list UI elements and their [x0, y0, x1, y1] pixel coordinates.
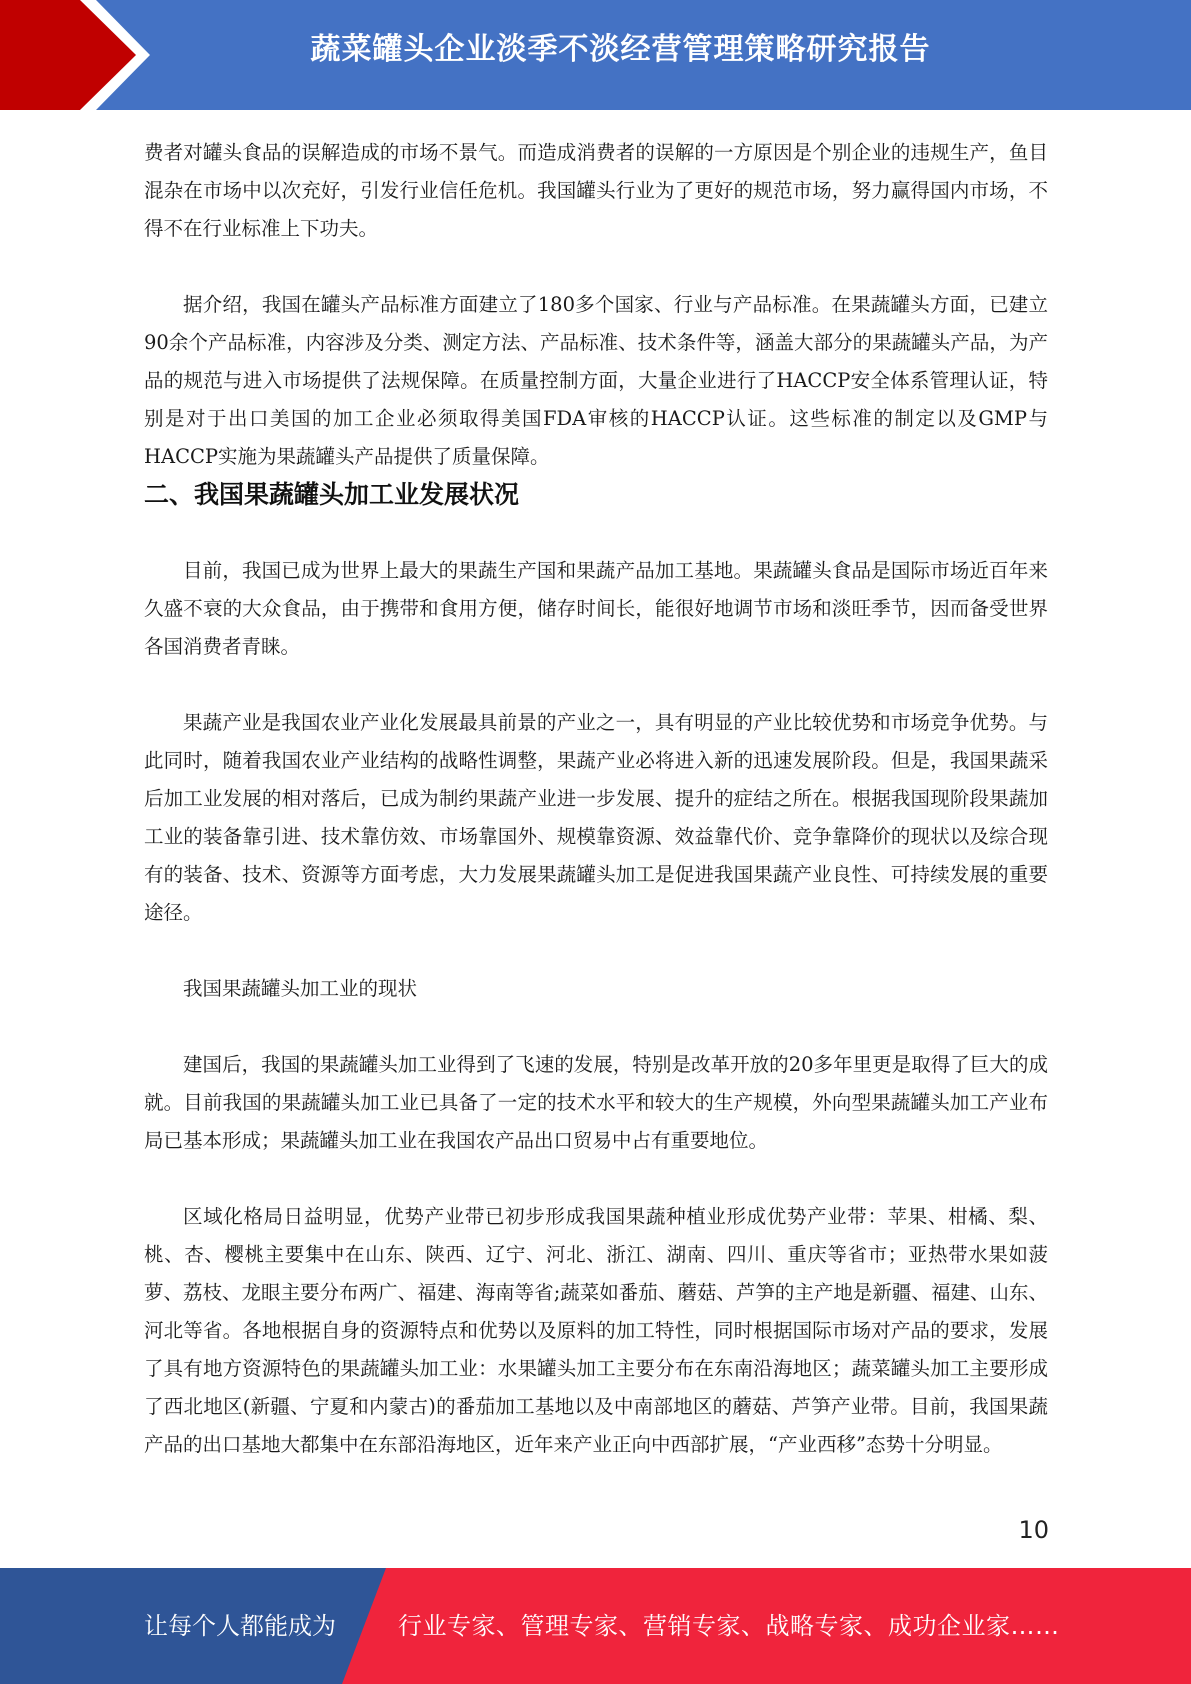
document-title: 蔬菜罐头企业淡季不淡经营管理策略研究报告 [310, 32, 931, 67]
paragraph: 目前，我国已成为世界上最大的果蔬生产国和果蔬产品加工基地。果蔬罐头食品是国际市场近百年来久盛不衰的大众食品，由于携带和食用方便，储存时间长，能很好地调节市场和淡旺季节，因而备受世界各国消费者青睐。 [144, 559, 1048, 658]
document-body [144, 134, 1048, 1464]
paragraph: 建国后，我国的果蔬罐头加工业得到了飞速的发展，特别是改革开放的20多年里更是取得了巨大的成就。目前我国的果蔬罐头加工业已具备了一定的技术水平和较大的生产规模，外向型果蔬罐头加工产业布局已基本形成；果蔬罐头加工业在我国农产品出口贸易中占有重要地位。 [144, 1053, 1048, 1152]
paragraph: 区域化格局日益明显，优势产业带已初步形成我国果蔬种植业形成优势产业带：苹果、柑橘、梨、桃、杏、樱桃主要集中在山东、陕西、辽宁、河北、浙江、湖南、四川、重庆等省市；亚热带水果如菠萝、荔枝、龙眼主要分布两广、福建、海南等省;蔬菜如番茄、蘑菇、芦笋的主产地是新疆、福建、山东、河北等省。各地根据自身的资源特点和优势以及原料的加工特性，同时根据国际市场对产品的要求，发展了具有地方资源特色的果蔬罐头加工业：水果罐头加工主要分布在东南沿海地区；蔬菜罐头加工主要形成了西北地区(新疆、宁夏和内蒙古)的番茄加工基地以及中南部地区的蘑菇、芦笋产业带。目前，我国果蔬产品的出口基地大都集中在东部沿海地区，近年来产业正向中西部扩展，“产业西移”态势十分明显。 [144, 1205, 1048, 1456]
section-heading: 二、我国果蔬罐头加工业发展状况 [144, 480, 520, 509]
paragraph: 据介绍，我国在罐头产品标准方面建立了180多个国家、行业与产品标准。在果蔬罐头方面，已建立90余个产品标准，内容涉及分类、测定方法、产品标准、技术条件等，涵盖大部分的果蔬罐头产品，为产品的规范与进入市场提供了法规保障。在质量控制方面，大量企业进行了HACCP安全体系管理认证，特别是对于出口美国的加工企业必须取得美国FDA审核的HACCP认证。这些标准的制定以及GMP与HACCP实施为果蔬罐头产品提供了质量保障。 [144, 293, 1048, 468]
paragraph: 费者对罐头食品的误解造成的市场不景气。而造成消费者的误解的一方原因是个别企业的违规生产，鱼目混杂在市场中以次充好，引发行业信任危机。我国罐头行业为了更好的规范市场，努力赢得国内市场，不得不在行业标准上下功夫。 [144, 141, 1048, 240]
footer-slogan-right: 行业专家、管理专家、营销专家、战略专家、成功企业家…… [398, 1612, 1060, 1640]
subheading-paragraph: 我国果蔬罐头加工业的现状 [183, 977, 418, 1000]
header-band [0, 0, 1191, 110]
footer-band [0, 1568, 1191, 1684]
page-number: 10 [1018, 1516, 1049, 1544]
paragraph: 果蔬产业是我国农业产业化发展最具前景的产业之一，具有明显的产业比较优势和市场竞争优势。与此同时，随着我国农业产业结构的战略性调整，果蔬产业必将进入新的迅速发展阶段。但是，我国果蔬采后加工业发展的相对落后，已成为制约果蔬产业进一步发展、提升的症结之所在。根据我国现阶段果蔬加工业的装备靠引进、技术靠仿效、市场靠国外、规模靠资源、效益靠代价、竞争靠降价的现状以及综合现有的装备、技术、资源等方面考虑，大力发展果蔬罐头加工是促进我国果蔬产业良性、可持续发展的重要途径。 [144, 711, 1048, 924]
chevron-arrow-icon [0, 0, 170, 110]
footer-slogan-left: 让每个人都能成为 [144, 1612, 336, 1640]
